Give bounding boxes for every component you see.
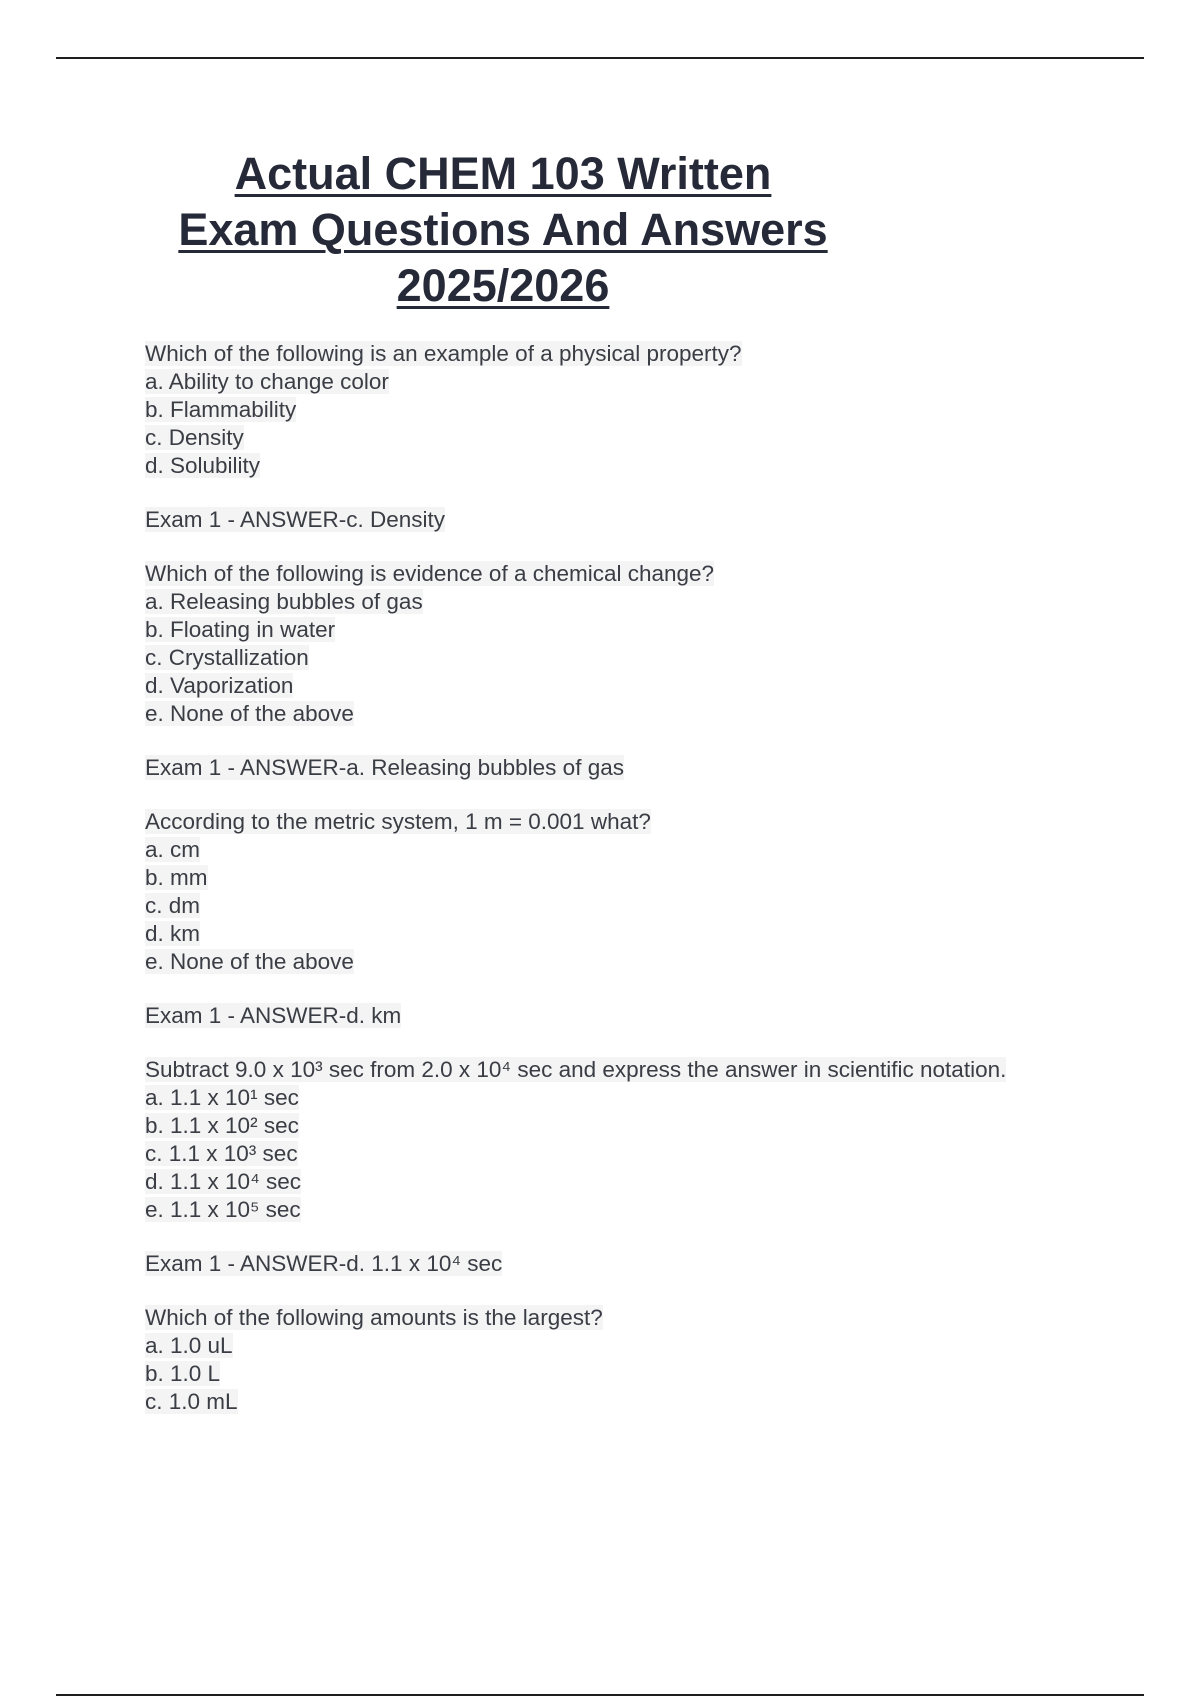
option-item: e. None of the above [145, 701, 354, 726]
question-text: Which of the following is evidence of a chemical change? [145, 561, 715, 586]
option-item: c. dm [145, 893, 201, 918]
top-rule [56, 57, 1144, 59]
option-item: b. 1.0 L [145, 1361, 221, 1386]
option-item: a. cm [145, 837, 201, 862]
question-text: Which of the following amounts is the largest? [145, 1305, 603, 1330]
document-title [0, 146, 1006, 314]
option-item: c. Crystallization [145, 645, 309, 670]
option-item: c. 1.1 x 10³ sec [145, 1141, 298, 1166]
option-item: c. Density [145, 425, 244, 450]
option-item: a. Ability to change color [145, 369, 389, 394]
option-item: a. Releasing bubbles of gas [145, 589, 423, 614]
option-item: d. 1.1 x 10⁴ sec [145, 1169, 302, 1194]
answer-block [145, 1250, 1145, 1278]
question-text: Subtract 9.0 x 10³ sec from 2.0 x 10⁴ sec and express the answer in scientific notation. [145, 1057, 1007, 1082]
option-item: d. Vaporization [145, 673, 294, 698]
option-item: a. 1.1 x 10¹ sec [145, 1085, 299, 1110]
option-item: b. mm [145, 865, 208, 890]
title-line: Actual CHEM 103 Written [234, 148, 772, 199]
option-item: c. 1.0 mL [145, 1389, 238, 1414]
question-block [145, 1304, 1145, 1416]
option-item: d. km [145, 921, 201, 946]
questions-list [145, 340, 1145, 1442]
answer-block [145, 506, 1145, 534]
option-item: a. 1.0 uL [145, 1333, 233, 1358]
option-item: e. 1.1 x 10⁵ sec [145, 1197, 301, 1222]
option-item: d. Solubility [145, 453, 261, 478]
answer-block [145, 754, 1145, 782]
option-item: e. None of the above [145, 949, 354, 974]
answer-block [145, 1002, 1145, 1030]
answer-text: Exam 1 - ANSWER-a. Releasing bubbles of gas [145, 755, 624, 780]
answer-text: Exam 1 - ANSWER-d. km [145, 1003, 402, 1028]
option-item: b. Floating in water [145, 617, 336, 642]
question-text: According to the metric system, 1 m = 0.001 what? [145, 809, 651, 834]
bottom-rule [56, 1694, 1144, 1696]
title-line: 2025/2026 [396, 260, 610, 311]
answer-text: Exam 1 - ANSWER-c. Density [145, 507, 446, 532]
option-item: b. Flammability [145, 397, 297, 422]
question-block [145, 1056, 1145, 1224]
answer-text: Exam 1 - ANSWER-d. 1.1 x 10⁴ sec [145, 1251, 503, 1276]
question-block [145, 808, 1145, 976]
question-block [145, 560, 1145, 728]
question-block [145, 340, 1145, 480]
option-item: b. 1.1 x 10² sec [145, 1113, 299, 1138]
title-line: Exam Questions And Answers [178, 204, 828, 255]
question-text: Which of the following is an example of a physical property? [145, 341, 742, 366]
